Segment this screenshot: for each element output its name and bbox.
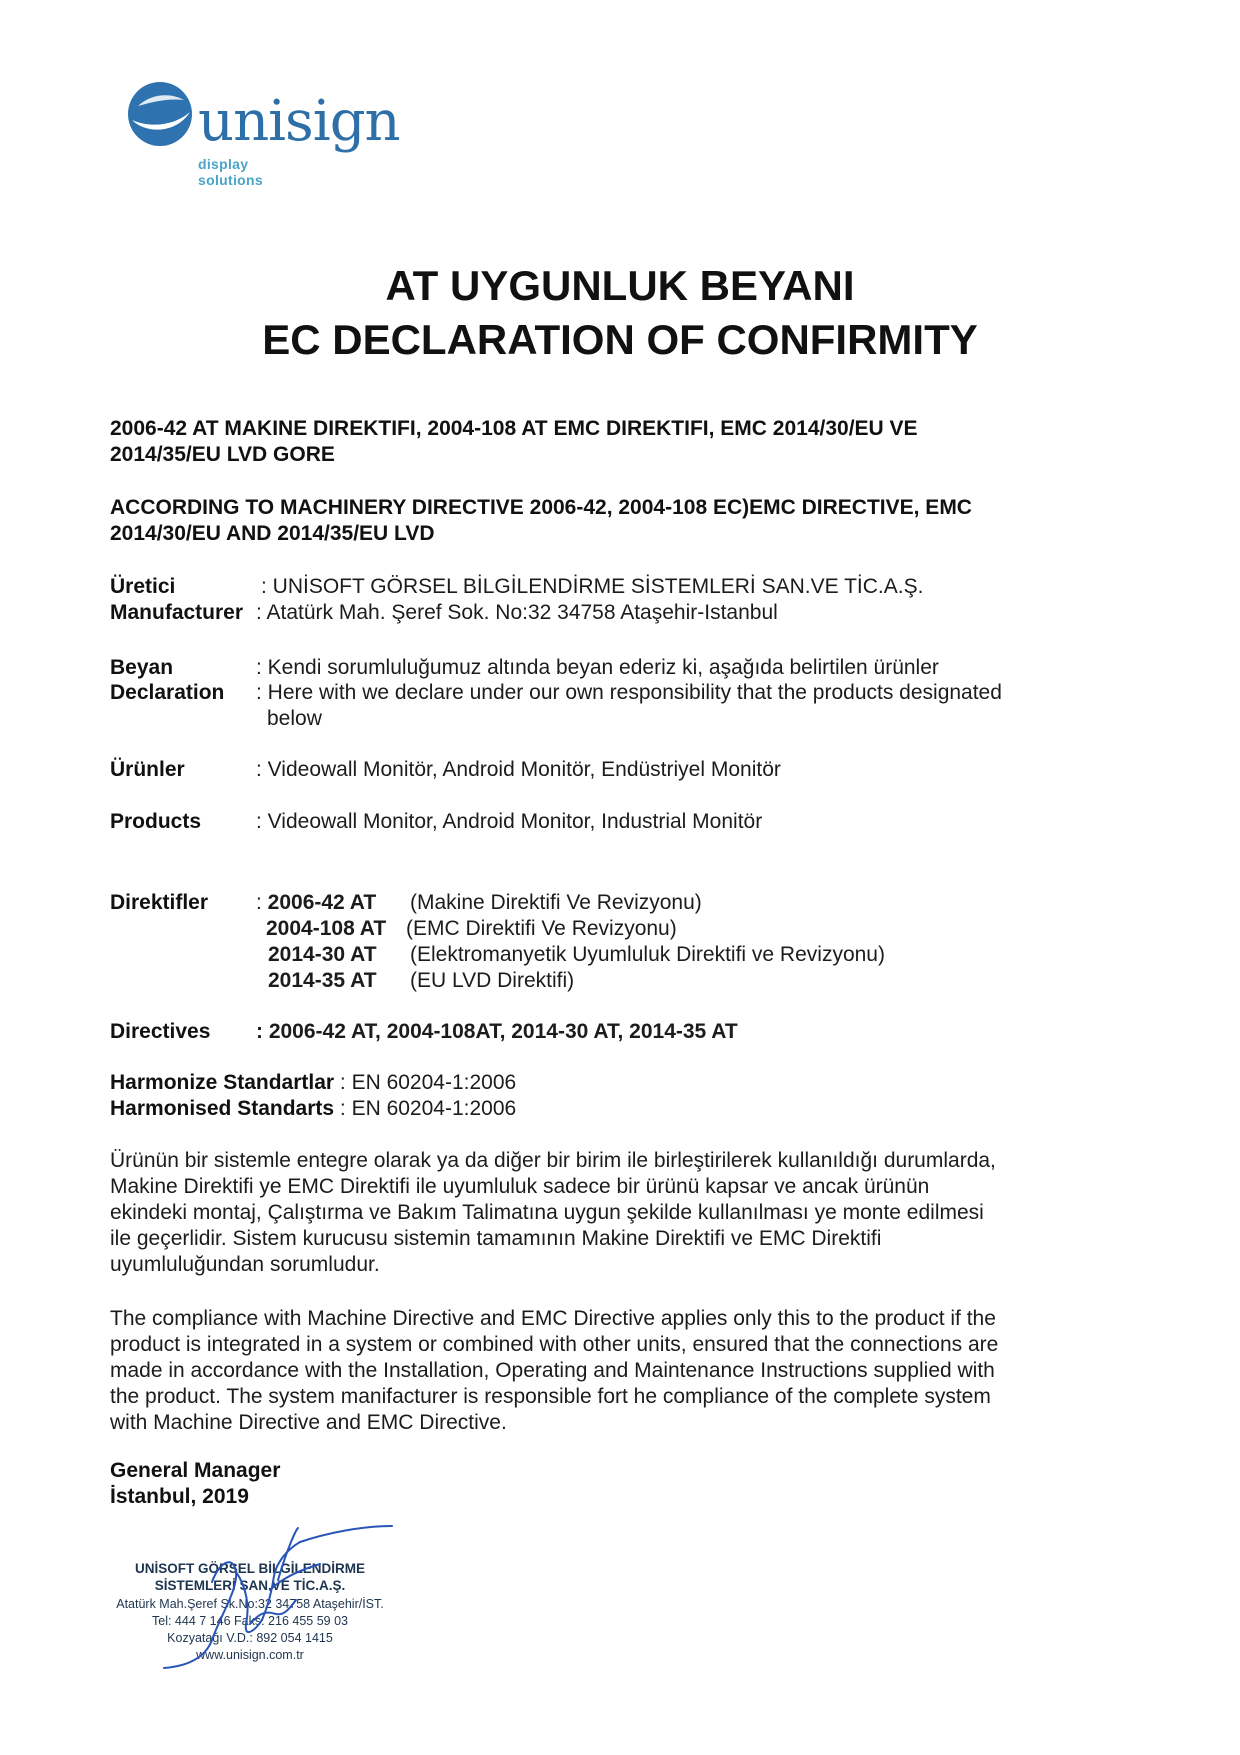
directive-desc: (Elektromanyetik Uyumluluk Direktifi ve Revizyonu) — [410, 943, 885, 966]
document-title-tr: AT UYGUNLUK BEYANI — [385, 262, 855, 309]
directive-desc: (EU LVD Direktifi) — [410, 969, 575, 992]
declaration-label-tr: Beyan — [110, 656, 174, 679]
paragraph-line: made in accordance with the Installation, Operating and Maintenance Instructions supplied with — [110, 1359, 995, 1382]
directives-value-en: : 2006-42 AT, 2004-108AT, 2014-30 AT, 2014-35 AT — [256, 1020, 738, 1043]
standards-row-tr — [110, 1070, 516, 1096]
signature-place-date: İstanbul, 2019 — [110, 1485, 249, 1508]
directives-label-en: Directives — [110, 1020, 211, 1043]
paragraph-line: The compliance with Machine Directive and EMC Directive applies only this to the product if the — [110, 1307, 996, 1330]
directive-prefix: : — [256, 891, 268, 914]
paragraph-line: with Machine Directive and EMC Directive. — [110, 1411, 507, 1434]
standards-value-tr: : EN 60204-1:2006 — [334, 1071, 517, 1094]
logo-wordmark: unisign — [198, 89, 400, 154]
declaration-text-en: : Here with we declare under our own responsibility that the products designated — [256, 681, 1002, 704]
directive-header-en — [110, 495, 1070, 547]
standards-label-tr: Harmonize Standartlar — [110, 1071, 335, 1094]
stamp-line-2: SİSTEMLERİ SAN.VE TİC.A.Ş. — [154, 1578, 346, 1593]
products-value-en: : Videowall Monitor, Android Monitor, Industrial Monitör — [256, 810, 763, 833]
directives-label-tr: Direktifler — [110, 891, 209, 914]
logo-swirl-icon — [124, 76, 196, 148]
directive-header-tr — [110, 416, 1070, 468]
paragraph-line: product is integrated in a system or combined with other units, ensured that the connections are — [110, 1333, 999, 1356]
declaration-text-tr: : Kendi sorumluluğumuz altında beyan ederiz ki, aşağıda belirtilen ürünler — [256, 656, 939, 679]
stamp-line-3: Atatürk Mah.Şeref Sk.No:32 34758 Ataşehir/İST. — [116, 1597, 384, 1611]
directive-header-tr-line1: 2006-42 AT MAKINE DIREKTIFI, 2004-108 AT EMC DIREKTIFI, EMC 2014/30/EU VE — [110, 417, 918, 440]
manufacturer-address: : Atatürk Mah. Şeref Sok. No:32 34758 Ataşehir-Istanbul — [256, 601, 778, 624]
paragraph-line: Ürünün bir sistemle entegre olarak ya da diğer bir birim ile birleştirilerek kullanıldığı durumlarda, — [110, 1149, 996, 1172]
handwritten-signature — [150, 1520, 410, 1670]
manufacturer-name: : UNİSOFT GÖRSEL BİLGİLENDİRME SİSTEMLERİ SAN.VE TİC.A.Ş. — [261, 575, 924, 598]
stamp-line-6: www.unisign.com.tr — [196, 1648, 304, 1662]
standards-label-en: Harmonised Standarts — [110, 1097, 335, 1120]
document-title-en: EC DECLARATION OF CONFIRMITY — [262, 316, 978, 363]
stamp-line-4: Tel: 444 7 146 Faks: 216 455 59 03 — [152, 1614, 348, 1628]
standards-row-en — [110, 1096, 516, 1122]
compliance-paragraph-tr — [110, 1148, 1070, 1278]
directive-header-en-line2: 2014/30/EU AND 2014/35/EU LVD — [110, 522, 435, 545]
products-label-en: Products — [110, 810, 202, 833]
paragraph-line: Makine Direktifi ye EMC Direktifi ile uyumluluk sadece bir ürünü kapsar ve ancak ürünün — [110, 1175, 930, 1198]
products-value-tr: : Videowall Monitör, Android Monitör, Endüstriyel Monitör — [256, 758, 781, 781]
directive-header-tr-line2: 2014/35/EU LVD GORE — [110, 443, 335, 466]
logo-tagline: display solutions — [198, 156, 263, 188]
directive-code: 2006-42 AT — [267, 891, 377, 914]
directive-code: 2014-35 AT — [268, 969, 377, 992]
directive-header-en-line1: ACCORDING TO MACHINERY DIRECTIVE 2006-42, 2004-108 EC)EMC DIRECTIVE, EMC — [110, 496, 972, 519]
declaration-label-en: Declaration — [110, 681, 225, 704]
stamp-line-1: UNİSOFT GÖRSEL BİLGİLENDİRME — [134, 1561, 365, 1576]
paragraph-line: the product. The system manifacturer is responsible fort he compliance of the complete system — [110, 1385, 991, 1408]
declaration-text-en-cont: below — [267, 707, 322, 730]
manufacturer-label-en: Manufacturer — [110, 601, 244, 624]
compliance-paragraph-en — [110, 1306, 1070, 1436]
directive-desc: (Makine Direktifi Ve Revizyonu) — [410, 891, 702, 914]
signatory-title: General Manager — [110, 1459, 281, 1482]
stamp-line-5: Kozyatağı V.D.: 892 054 1415 — [167, 1631, 333, 1645]
paragraph-line: uyumluluğundan sorumludur. — [110, 1253, 380, 1276]
directive-desc: (EMC Direktifi Ve Revizyonu) — [406, 917, 677, 940]
standards-value-en: : EN 60204-1:2006 — [334, 1097, 517, 1120]
manufacturer-label-tr: Üretici — [110, 575, 176, 598]
paragraph-line: ile geçerlidir. Sistem kurucusu sistemin tamamının Makine Direktifi ve EMC Direktifi — [110, 1227, 882, 1250]
directive-row — [256, 890, 376, 916]
directive-code: 2004-108 AT — [266, 917, 387, 940]
products-label-tr: Ürünler — [110, 758, 185, 781]
paragraph-line: ekindeki montaj, Çalıştırma ve Bakım Talimatına uygun şekilde kullanılması ye monte edilmesi — [110, 1201, 984, 1224]
directive-code: 2014-30 AT — [268, 943, 377, 966]
